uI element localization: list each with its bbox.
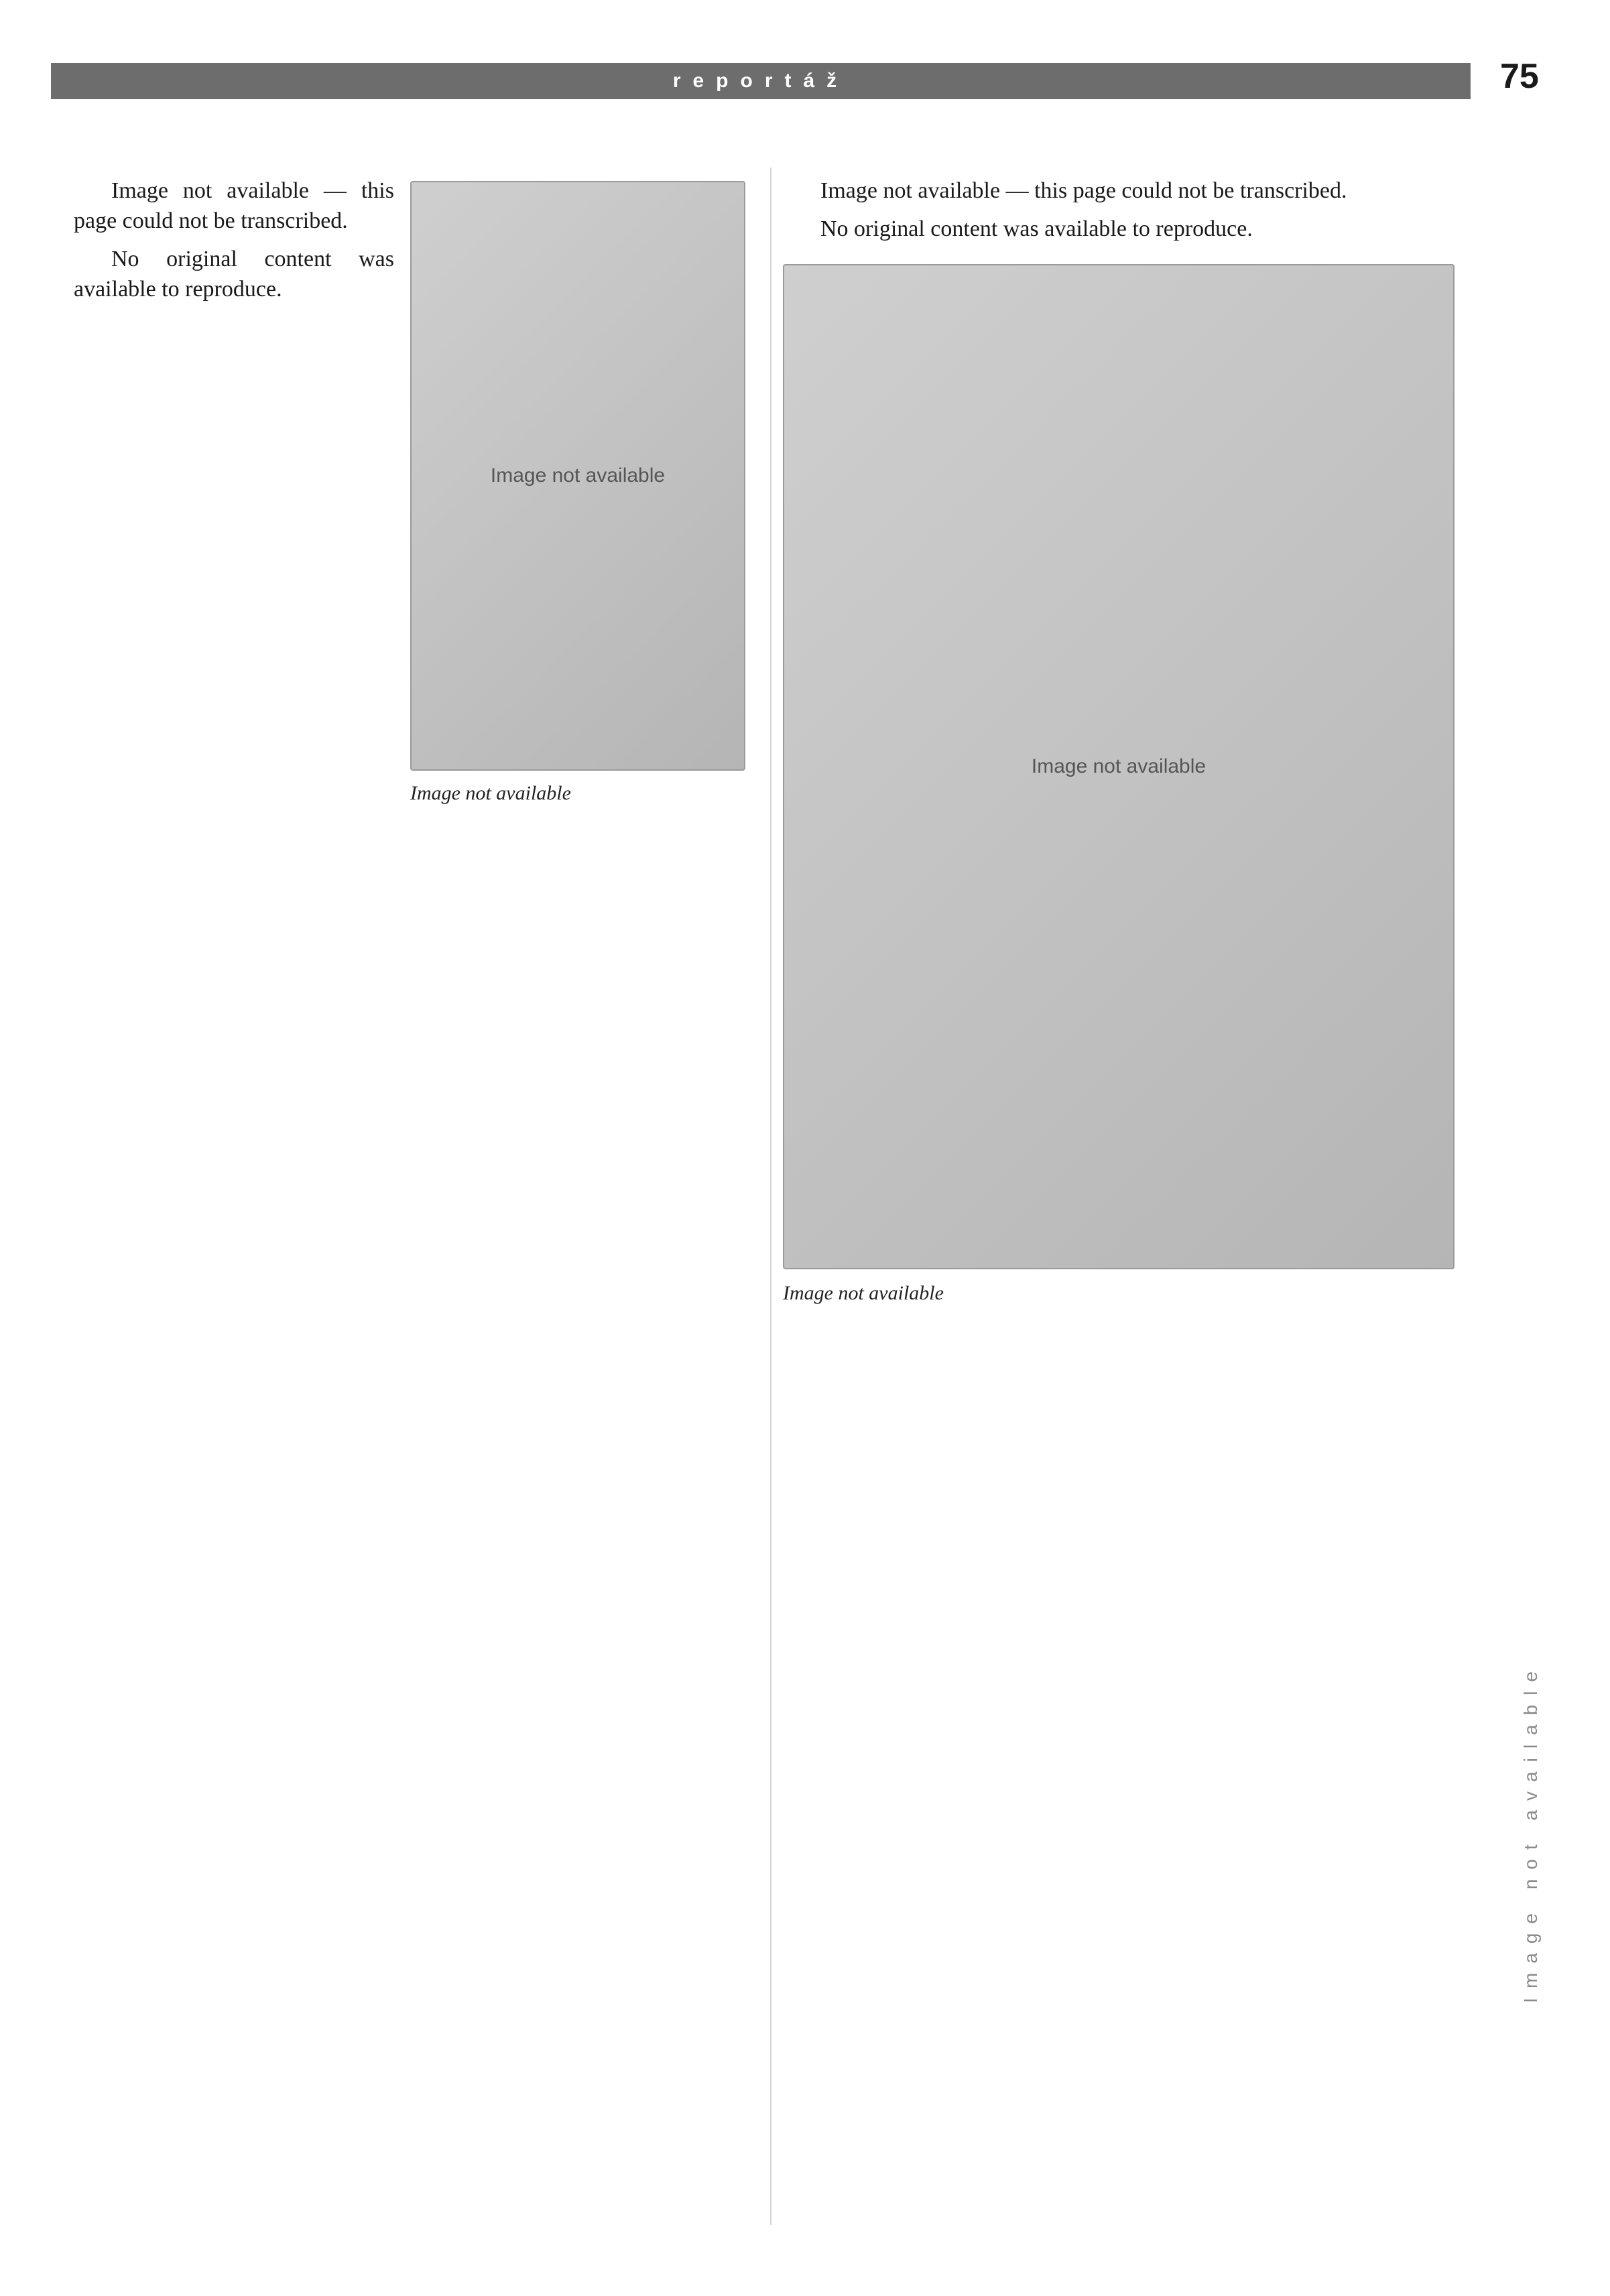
section-label: reportáž: [672, 70, 849, 92]
portrait-photo-caption: Image not available: [783, 1282, 944, 1304]
tanks-photo-label: Image not available: [490, 464, 666, 487]
article-paragraph: No original content was available to reproduce.: [74, 247, 394, 302]
column-divider: [770, 168, 771, 2225]
page-number: 75: [1500, 57, 1539, 96]
magazine-side-title: Image not available: [1520, 1662, 1541, 2003]
tanks-photo-caption: Image not available: [410, 782, 571, 804]
article-paragraph: Image not available — this page could not be transcribed.: [74, 178, 394, 233]
right-column: [783, 176, 1454, 2240]
left-column: [74, 176, 745, 2240]
article-paragraph: Image not available — this page could not be transcribed.: [820, 178, 1347, 203]
tanks-photo: [410, 181, 745, 771]
portrait-photo-label: Image not available: [1031, 755, 1206, 777]
section-header-bar: [51, 63, 1471, 99]
article-paragraph: No original content was available to reproduce.: [820, 216, 1253, 241]
portrait-photo: [783, 264, 1454, 1269]
